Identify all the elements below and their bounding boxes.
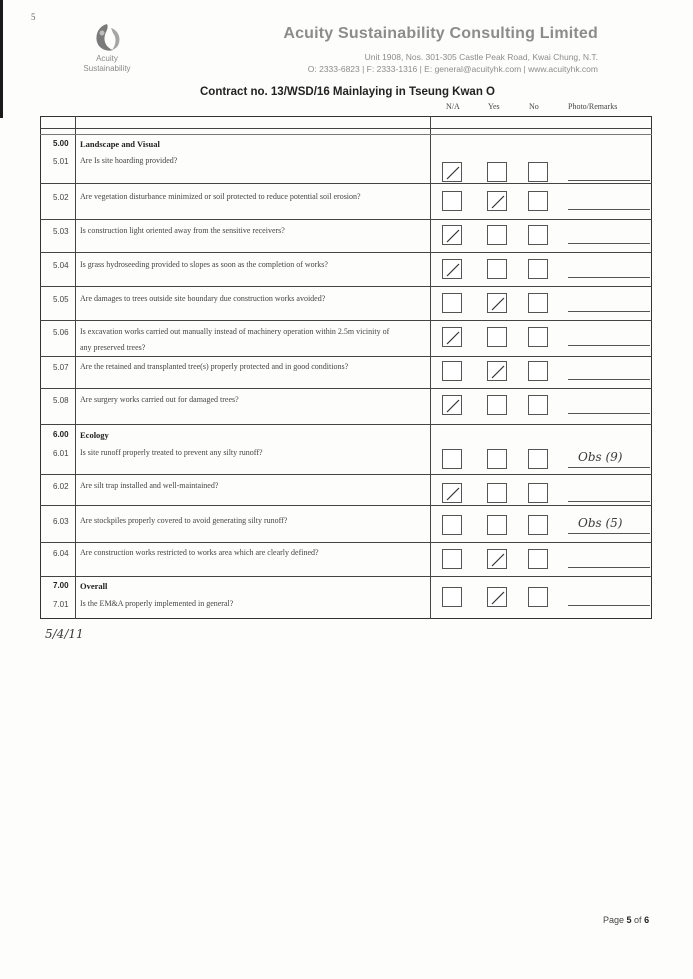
checkbox-na[interactable] — [442, 449, 462, 469]
item-number: 5.01 — [53, 157, 69, 166]
checkbox-yes[interactable] — [487, 162, 507, 182]
item-number: 5.07 — [53, 363, 69, 372]
item-question: Is construction light oriented away from the sensitive receivers? — [80, 226, 285, 235]
item-question: Are the retained and transplanted tree(s) properly protected and in good conditions? — [80, 362, 349, 371]
row-separator — [40, 388, 652, 389]
checkbox-na[interactable] — [442, 259, 462, 279]
company-name: Acuity Sustainability Consulting Limited — [283, 25, 598, 42]
row-separator — [40, 183, 652, 184]
checkbox-na[interactable] — [442, 361, 462, 381]
row-separator — [40, 252, 652, 253]
checkbox-no[interactable] — [528, 587, 548, 607]
item-number: 5.03 — [53, 227, 69, 236]
checkbox-no[interactable] — [528, 483, 548, 503]
remark-line — [568, 345, 650, 346]
checkbox-no[interactable] — [528, 191, 548, 211]
checkbox-na[interactable] — [442, 327, 462, 347]
checkbox-yes[interactable] — [487, 483, 507, 503]
item-question: Are damages to trees outside site boundary due construction works avoided? — [80, 294, 326, 303]
section-number: 5.00 — [53, 139, 69, 148]
checkbox-yes[interactable] — [487, 449, 507, 469]
checkbox-no[interactable] — [528, 449, 548, 469]
corner-mark: 5 — [31, 12, 36, 22]
checkbox-no[interactable] — [528, 259, 548, 279]
table-header-line — [40, 128, 652, 129]
row-separator — [40, 219, 652, 220]
section-number: 6.00 — [53, 430, 69, 439]
remark-line — [568, 180, 650, 181]
checkbox-no[interactable] — [528, 327, 548, 347]
checkbox-no[interactable] — [528, 515, 548, 535]
page-number: Page 5 of 6 — [603, 915, 650, 925]
table-divider-question — [430, 116, 431, 619]
item-question: Are surgery works carried out for damaged trees? — [80, 395, 239, 404]
item-number: 5.08 — [53, 396, 69, 405]
item-question: Is excavation works carried out manually instead of machinery operation within 2.5m vicinity of — [80, 327, 390, 336]
scan-edge — [0, 0, 3, 118]
checkbox-no[interactable] — [528, 162, 548, 182]
remark-line — [568, 501, 650, 502]
item-number: 6.03 — [53, 517, 69, 526]
checkbox-no[interactable] — [528, 225, 548, 245]
section-title: Overall — [80, 581, 108, 591]
remark-line — [568, 379, 650, 380]
remark-line — [568, 311, 650, 312]
company-address: Unit 1908, Nos. 301-305 Castle Peak Road, Kwai Chung, N.T. — [364, 52, 598, 62]
checkbox-na[interactable] — [442, 549, 462, 569]
col-header-yes: Yes — [488, 102, 500, 111]
section-number: 7.00 — [53, 581, 69, 590]
checkbox-na[interactable] — [442, 162, 462, 182]
item-question: Are construction works restricted to works area which are clearly defined? — [80, 548, 319, 557]
checkbox-no[interactable] — [528, 395, 548, 415]
checkbox-yes[interactable] — [487, 549, 507, 569]
remark-line — [568, 209, 650, 210]
item-question: Is the EM&A properly implemented in general? — [80, 599, 234, 608]
col-header-no: No — [529, 102, 539, 111]
col-header-na: N/A — [446, 102, 460, 111]
checkbox-yes[interactable] — [487, 361, 507, 381]
checkbox-na[interactable] — [442, 293, 462, 313]
remark-line — [568, 567, 650, 568]
item-number: 5.02 — [53, 193, 69, 202]
checkbox-yes[interactable] — [487, 293, 507, 313]
row-separator — [40, 286, 652, 287]
item-number: 6.04 — [53, 549, 69, 558]
checkbox-na[interactable] — [442, 191, 462, 211]
checkbox-yes[interactable] — [487, 515, 507, 535]
contract-title: Contract no. 13/WSD/16 Mainlaying in Tseung Kwan O — [200, 86, 495, 98]
checkbox-yes[interactable] — [487, 259, 507, 279]
item-question: Are vegetation disturbance minimized or soil protected to reduce potential soil erosion? — [80, 192, 361, 201]
table-header-line-2 — [40, 134, 652, 135]
item-question: Are Is site hoarding provided? — [80, 156, 178, 165]
checkbox-yes[interactable] — [487, 225, 507, 245]
row-separator — [40, 320, 652, 321]
item-number: 5.05 — [53, 295, 69, 304]
remark-line — [568, 467, 650, 468]
checkbox-yes[interactable] — [487, 191, 507, 211]
logo-text-line2: Sustainability — [83, 64, 131, 73]
row-separator — [40, 542, 652, 543]
remark-line — [568, 277, 650, 278]
section-title: Landscape and Visual — [80, 139, 160, 149]
checkbox-na[interactable] — [442, 515, 462, 535]
logo-icon — [89, 22, 125, 54]
checkbox-na[interactable] — [442, 225, 462, 245]
checkbox-no[interactable] — [528, 549, 548, 569]
row-separator — [40, 356, 652, 357]
handwritten-remark: Obs (5) — [578, 516, 623, 530]
remark-line — [568, 605, 650, 606]
company-contact: O: 2333-6823 | F: 2333-1316 | E: general@acuityhk.com | www.acuityhk.com — [307, 64, 598, 74]
checkbox-no[interactable] — [528, 293, 548, 313]
logo-text-line1: Acuity — [96, 54, 118, 63]
checkbox-no[interactable] — [528, 361, 548, 381]
row-separator — [40, 505, 652, 506]
company-logo — [72, 22, 142, 74]
item-question: Is grass hydroseeding provided to slopes as soon as the completion of works? — [80, 260, 328, 269]
row-separator — [40, 576, 652, 577]
checkbox-yes[interactable] — [487, 327, 507, 347]
item-number: 7.01 — [53, 600, 69, 609]
row-separator — [40, 474, 652, 475]
checkbox-na[interactable] — [442, 395, 462, 415]
item-number: 6.02 — [53, 482, 69, 491]
item-number: 6.01 — [53, 449, 69, 458]
remark-line — [568, 243, 650, 244]
checkbox-na[interactable] — [442, 483, 462, 503]
item-question: Are stockpiles properly covered to avoid generating silty runoff? — [80, 516, 288, 525]
item-question: Are silt trap installed and well-maintained? — [80, 481, 219, 490]
item-number: 5.04 — [53, 261, 69, 270]
handwritten-date: 5/4/11 — [45, 627, 84, 641]
item-number: 5.06 — [53, 328, 69, 337]
remark-line — [568, 413, 650, 414]
checkbox-yes[interactable] — [487, 395, 507, 415]
remark-line — [568, 533, 650, 534]
section-title: Ecology — [80, 430, 109, 440]
item-question: Is site runoff properly treated to prevent any silty runoff? — [80, 448, 263, 457]
checkbox-yes[interactable] — [487, 587, 507, 607]
checkbox-na[interactable] — [442, 587, 462, 607]
table-divider-num — [75, 116, 76, 619]
col-header-remarks: Photo/Remarks — [568, 102, 618, 111]
row-separator — [40, 424, 652, 425]
handwritten-remark: Obs (9) — [578, 450, 623, 464]
item-question-continued: any preserved trees? — [80, 343, 146, 352]
